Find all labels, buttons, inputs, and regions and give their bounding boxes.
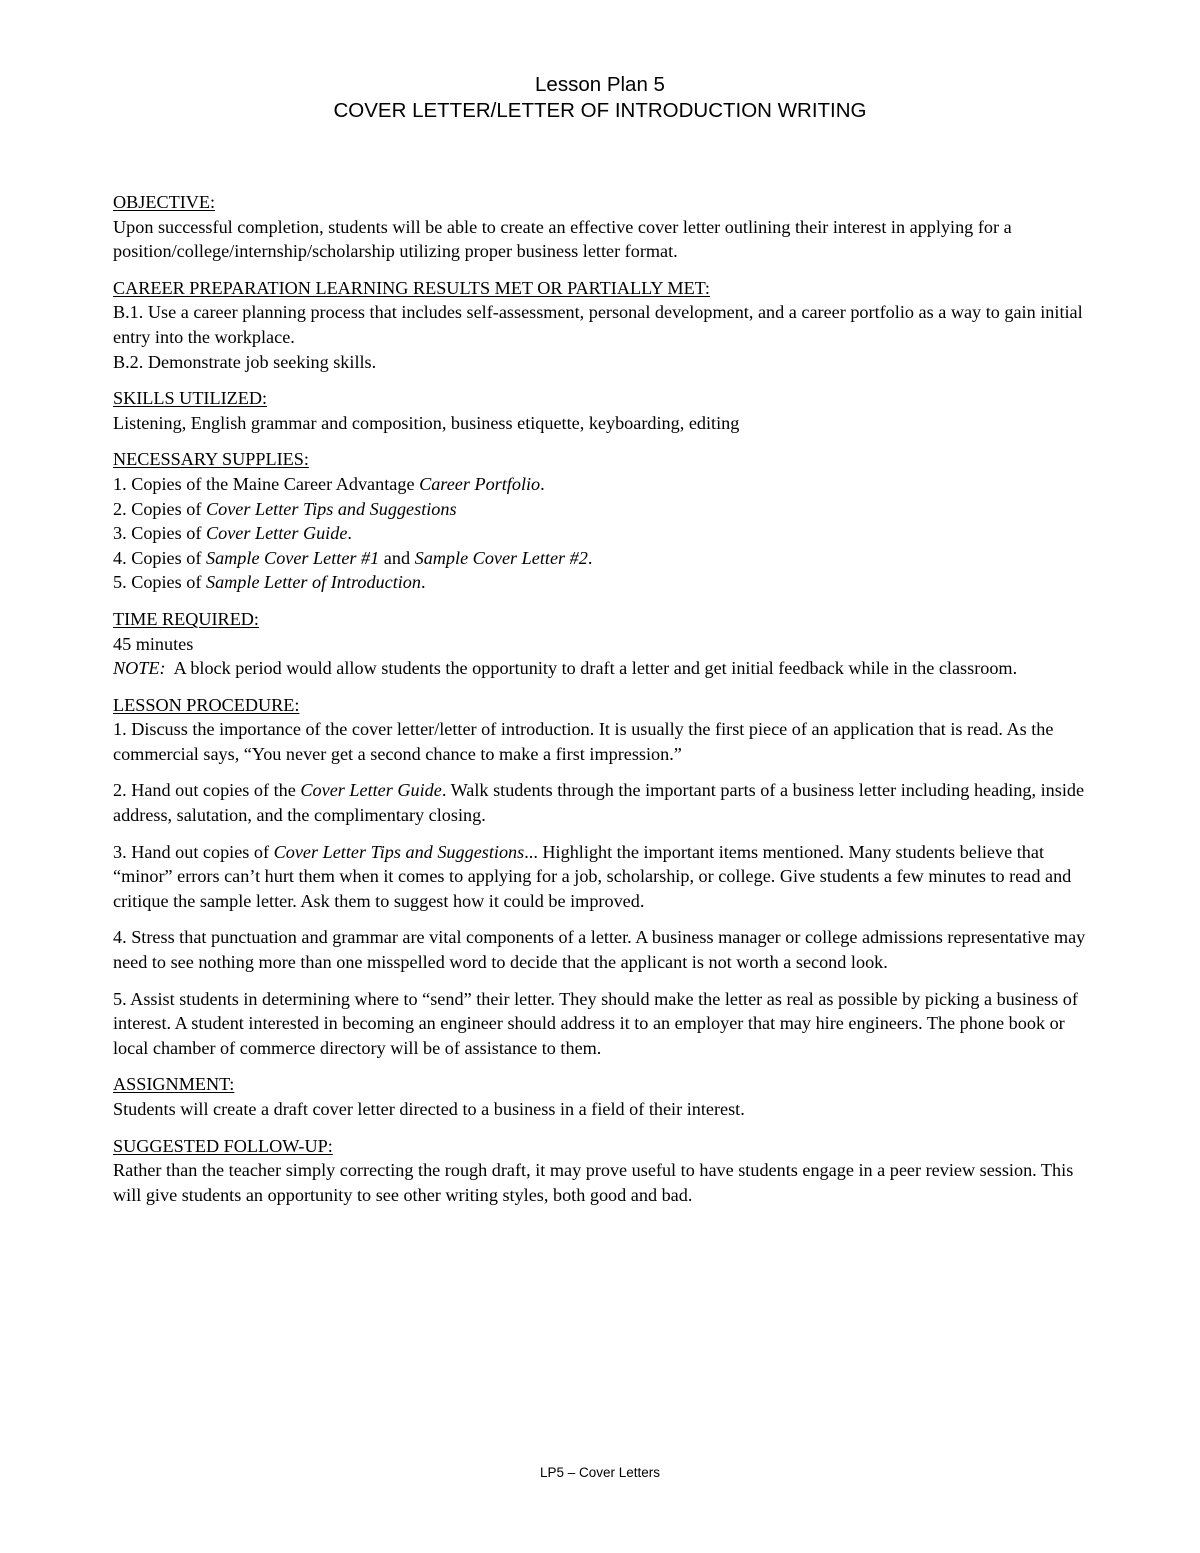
career-prep-item: B.1. Use a career planning process that includes self-assessment, personal development, and a career portfolio as a way to gain initial entry into the workplace.	[113, 302, 1083, 347]
list-item: 3. Copies of Cover Letter Guide.	[113, 523, 352, 544]
procedure-step-2: 2. Hand out copies of the Cover Letter Guide. Walk students through the important parts of a business letter including heading, inside address, salutation, and the complimentary closing.	[113, 780, 1085, 826]
time-duration: 45 minutes	[113, 633, 194, 654]
time-note	[113, 656, 1093, 681]
list-item: 4. Copies of Sample Cover Letter #1 and Sample Cover Letter #2.	[113, 547, 593, 568]
procedure-heading: LESSON PROCEDURE:	[113, 694, 300, 715]
career-prep-section	[113, 276, 1093, 374]
supplies-heading: NECESSARY SUPPLIES:	[113, 449, 309, 470]
procedure-step-3: 3. Hand out copies of Cover Letter Tips and Suggestions... Highlight the important items mentioned. Many students believe that “minor” errors can’t hurt them when it comes to applying for a job, scholarship, or college. Give students a few minutes to read and critique the sample letter. Ask them to suggest how it could be improved.	[113, 841, 1072, 911]
assignment-section	[113, 1072, 1093, 1121]
list-item: 1. Copies of the Maine Career Advantage Career Portfolio.	[113, 473, 545, 494]
career-prep-item: B.2. Demonstrate job seeking skills.	[113, 351, 377, 372]
objective-text: Upon successful completion, students will be able to create an effective cover letter outlining their interest in applying for a position/college/internship/scholarship utilizing proper business letter format.	[113, 216, 1012, 262]
procedure-step-5: 5. Assist students in determining where to “send” their letter. They should make the letter as real as possible by picking a business of interest. A student interested in becoming an engineer should address it to an employer that may hire engineers. The phone book or local chamber of commerce directory will be of assistance to them.	[113, 988, 1078, 1058]
assignment-heading: ASSIGNMENT:	[113, 1074, 235, 1095]
procedure-step-4: 4. Stress that punctuation and grammar are vital components of a letter. A business manager or college admissions representative may need to see nothing more than one misspelled word to decide that the applicant is not worth a second look.	[113, 927, 1086, 973]
skills-text: Listening, English grammar and composition, business etiquette, keyboarding, editing	[113, 412, 740, 433]
supplies-list	[113, 472, 1093, 595]
list-item: 2. Copies of Cover Letter Tips and Suggestions	[113, 498, 457, 519]
page-title: Lesson Plan 5	[535, 73, 665, 96]
assignment-text: Students will create a draft cover letter directed to a business in a field of their interest.	[113, 1099, 745, 1119]
objective-heading: OBJECTIVE:	[113, 192, 216, 212]
time-section	[113, 607, 1093, 681]
skills-heading: SKILLS UTILIZED:	[113, 388, 268, 409]
followup-section	[113, 1134, 1093, 1208]
procedure-step-1: 1. Discuss the importance of the cover letter/letter of introduction. It is usually the first piece of an application that is read. As the commercial says, “You never get a second chance to make a first impression.”	[113, 719, 1054, 764]
procedure-section	[113, 693, 1093, 1061]
followup-text: Rather than the teacher simply correcting the rough draft, it may prove useful to have students engage in a peer review session. This will give students an opportunity to see other writing styles, both good and bad.	[113, 1160, 1074, 1205]
time-heading: TIME REQUIRED:	[113, 608, 259, 629]
page-footer: LP5 – Cover Letters	[539, 1465, 661, 1480]
followup-heading: SUGGESTED FOLLOW-UP:	[113, 1135, 333, 1156]
list-item: 5. Copies of Sample Letter of Introduction.	[113, 572, 426, 593]
note-label: NOTE:	[113, 658, 166, 679]
note-text: A block period would allow students the opportunity to draft a letter and get initial feedback while in the classroom.	[165, 658, 1018, 679]
career-prep-heading: CAREER PREPARATION LEARNING RESULTS MET OR PARTIALLY MET:	[113, 277, 710, 298]
document-body	[113, 190, 1093, 1219]
objective-section	[113, 190, 1093, 264]
document-header	[0, 72, 1200, 124]
page-subtitle: COVER LETTER/LETTER OF INTRODUCTION WRITING	[333, 99, 867, 122]
supplies-section	[113, 447, 1093, 595]
skills-section	[113, 386, 1093, 435]
